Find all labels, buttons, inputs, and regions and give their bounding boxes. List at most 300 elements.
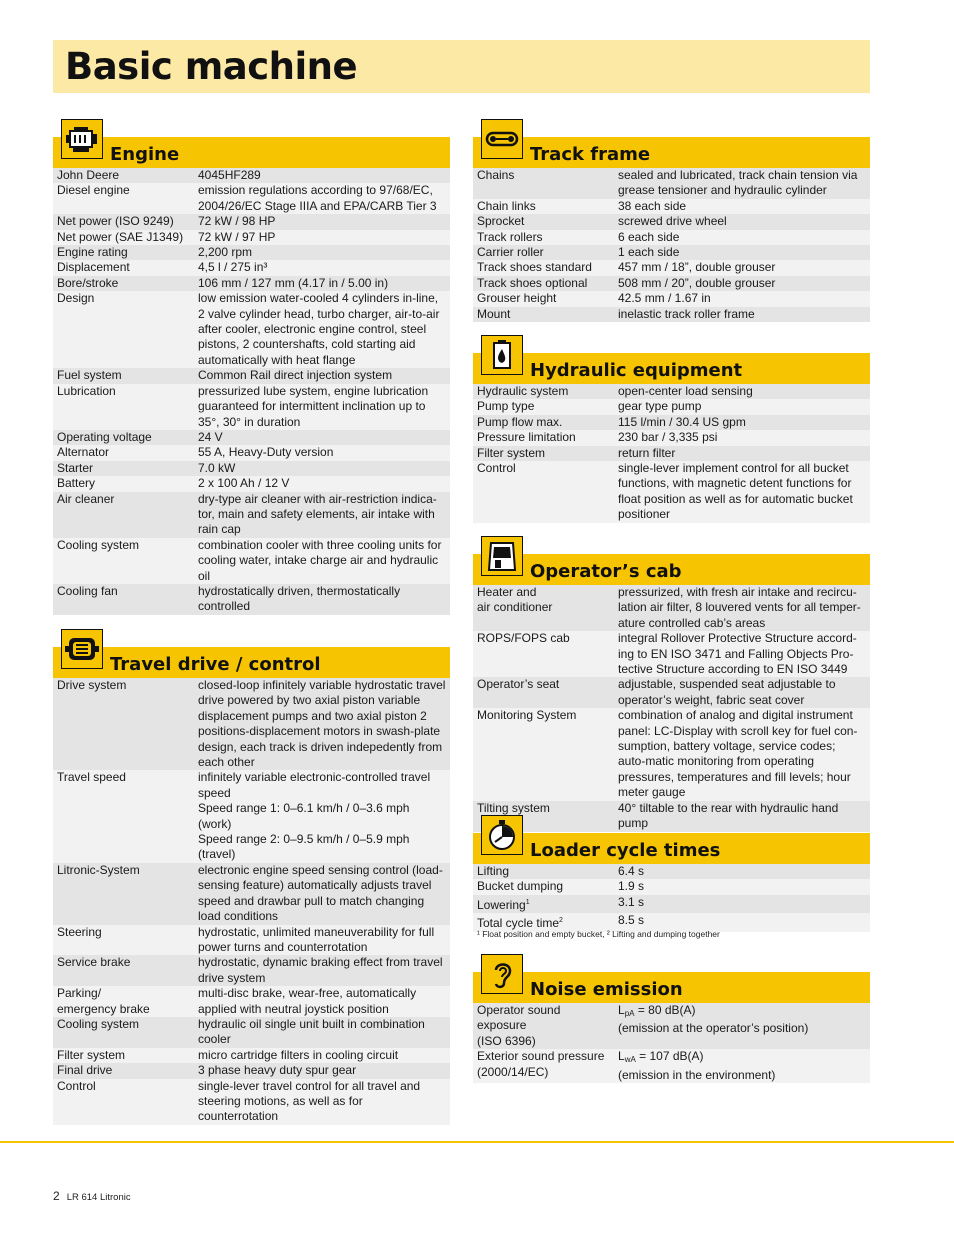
bottom-rule: [0, 1141, 954, 1143]
spec-value-cell: [192, 770, 450, 862]
spec-label-cell: [53, 584, 192, 615]
spec-value-cell: [612, 1049, 870, 1083]
spec-value-subscript: wA: [624, 1055, 636, 1065]
spec-value: combination of analog and digital instrument panel: LC-Display with scroll key for fuel con-sumption, battery voltage, service codes; auto-matic monitoring from operating pressures, temperatures and fill levels; hour meter gauge: [618, 708, 858, 800]
spec-value-cell: [192, 584, 450, 615]
spec-value-cell: [612, 864, 870, 879]
track-section: [473, 122, 870, 322]
spec-label: Design: [57, 291, 95, 306]
cab-table: [473, 585, 870, 832]
spec-label-cell: [53, 260, 192, 275]
spec-value-cell: [192, 445, 450, 460]
spec-label: Operator sound exposure: [477, 1003, 561, 1033]
table-row: [53, 230, 450, 245]
loader-table: [473, 864, 870, 932]
loader-title: Loader cycle times: [530, 840, 721, 861]
spec-label: Steering: [57, 924, 102, 939]
spec-value-cell: [192, 925, 450, 956]
spec-value: infinitely variable electronic-controlled travel speed: [198, 770, 431, 800]
spec-label: Monitoring System: [477, 708, 577, 723]
spec-value-cell: [192, 476, 450, 491]
spec-label-cell: [53, 476, 192, 491]
spec-value-line: Speed range 2: 0–9.5 km/h / 0–5.9 mph (travel): [198, 832, 410, 862]
title-banner: [53, 40, 870, 93]
loader-section: [473, 818, 870, 932]
spec-value-subscript: pA: [624, 1009, 635, 1018]
spec-label-cell: [473, 245, 612, 260]
footnote-marker: 1: [525, 898, 530, 906]
engine-header: [53, 137, 450, 168]
spec-label: Control: [477, 461, 516, 476]
spec-label-cell: [53, 168, 192, 183]
table-row: [473, 430, 870, 445]
table-row: [473, 260, 870, 275]
table-row: [473, 384, 870, 399]
track-title: Track frame: [530, 144, 651, 165]
operator-cab-icon: [481, 536, 523, 576]
spec-value: L: [618, 1003, 625, 1017]
spec-label: Air cleaner: [57, 491, 115, 506]
spec-value-cell: [612, 461, 870, 523]
spec-label: Parking/: [57, 986, 102, 1001]
spec-value-cell: [192, 1079, 450, 1125]
spec-label-cont: emergency brake: [57, 1001, 150, 1016]
spec-label-cell: [473, 214, 612, 229]
spec-label-cell: [473, 1003, 612, 1049]
spec-label-cell: [473, 168, 612, 199]
model-name: LR 614 Litronic: [66, 1192, 131, 1203]
hydraulic-table: [473, 384, 870, 523]
spec-label-cell: [473, 631, 612, 677]
spec-label: Lowering: [477, 897, 526, 912]
spec-value: 6.4 s: [618, 864, 645, 878]
table-row: [53, 492, 450, 538]
spec-value: micro cartridge filters in cooling circuit: [198, 1047, 399, 1062]
spec-value: 115 l/min / 30.4 US gpm: [618, 414, 746, 429]
footnote-marker: 2: [559, 917, 563, 925]
engine-icon: [61, 119, 103, 159]
table-row: [473, 895, 870, 913]
spec-label: Heater and: [477, 585, 537, 599]
spec-label: Lubrication: [57, 383, 116, 398]
spec-label-cell: [53, 214, 192, 229]
spec-label: ROPS/FOPS cab: [477, 631, 570, 646]
table-row: [53, 476, 450, 491]
spec-value-cell: [192, 368, 450, 383]
spec-value: hydrostatic, dynamic braking effect from travel drive system: [198, 955, 443, 985]
spec-value: 8.5 s: [618, 913, 645, 928]
spec-label: Hydraulic system: [477, 384, 569, 398]
spec-value-cell: [192, 384, 450, 430]
spec-label: Filter system: [57, 1047, 126, 1062]
table-row: [473, 230, 870, 245]
engine-table: [53, 168, 450, 615]
spec-value: multi-disc brake, wear-free, automatically applied with neutral joystick position: [198, 986, 417, 1016]
spec-label: Net power (ISO 9249): [57, 214, 174, 229]
spec-value-cont: = 107 dB(A): [635, 1049, 704, 1064]
spec-label-cell: [53, 925, 192, 956]
spec-value-cell: [612, 214, 870, 229]
spec-label: Diesel engine: [57, 183, 130, 198]
table-row: [473, 1049, 870, 1083]
spec-label: Pump type: [477, 399, 535, 414]
spec-label: John Deere: [57, 168, 120, 182]
spec-value-cell: [612, 446, 870, 461]
spec-label-cell: [473, 430, 612, 445]
spec-value: 6 each side: [618, 229, 680, 244]
spec-label-cell: [53, 276, 192, 291]
spec-label: Pump flow max.: [477, 414, 563, 429]
table-row: [473, 631, 870, 677]
spec-value: 55 A, Heavy-Duty version: [198, 445, 334, 460]
spec-label-cell: [53, 678, 192, 770]
spec-label-cell: [53, 1063, 192, 1078]
table-row: [53, 1048, 450, 1063]
noise-header: [473, 972, 870, 1003]
table-row: [53, 214, 450, 229]
spec-value: 457 mm / 18”, double grouser: [618, 260, 776, 275]
spec-label: Chain links: [477, 198, 536, 213]
spec-value-cell: [192, 214, 450, 229]
spec-label-cell: [473, 230, 612, 245]
spec-value: screwed drive wheel: [618, 214, 727, 229]
table-row: [53, 260, 450, 275]
spec-value-cell: [192, 461, 450, 476]
hydraulic-title: Hydraulic equipment: [530, 360, 743, 381]
spec-value: dry-type air cleaner with air-restriction indica-tor, main and safety elements, air intake with rain cap: [198, 491, 437, 537]
spec-value-cell: [192, 230, 450, 245]
spec-value-cell: [612, 276, 870, 291]
noise-title: Noise emission: [530, 979, 683, 1000]
spec-label: Chains: [477, 168, 515, 182]
spec-label-cell: [53, 492, 192, 538]
cab-section: [473, 539, 870, 832]
table-row: [53, 538, 450, 584]
spec-label-cell: [53, 538, 192, 584]
travel-title: Travel drive / control: [110, 654, 321, 675]
spec-label: Final drive: [57, 1063, 113, 1078]
table-row: [473, 168, 870, 199]
table-row: [473, 245, 870, 260]
spec-value-cell: [612, 399, 870, 414]
spec-value: 1.9 s: [618, 879, 645, 894]
spec-value: low emission water-cooled 4 cylinders in-line, 2 valve cylinder head, turbo charger, air-to-air after cooler, electronic engine control, steel pistons, 2 countershafts, cold starting aid automatically with heat flange: [198, 291, 440, 367]
spec-label-cell: [473, 864, 612, 879]
spec-label-cell: [53, 230, 192, 245]
spec-value: Common Rail direct injection system: [198, 368, 393, 383]
track-header: [473, 137, 870, 168]
spec-value-cell: [612, 415, 870, 430]
spec-label-cell: [53, 183, 192, 214]
spec-label: Alternator: [57, 445, 110, 460]
spec-value-cell: [612, 384, 870, 399]
spec-label: Drive system: [57, 678, 127, 692]
table-row: [473, 461, 870, 523]
spec-label-cell: [53, 1017, 192, 1048]
spec-value: 2,200 rpm: [198, 245, 253, 260]
spec-value: combination cooler with three cooling units for cooling water, intake charge air and hydraulic oil: [198, 537, 442, 583]
spec-value-cell: [192, 955, 450, 986]
loader-footnote: ¹ Float position and empty bucket, ² Lifting and dumping together: [477, 929, 720, 939]
spec-label: Service brake: [57, 955, 131, 970]
spec-label-cell: [473, 291, 612, 306]
spec-value: hydrostatically driven, thermostatically controlled: [198, 583, 401, 614]
spec-value: 24 V: [198, 429, 223, 444]
spec-label-cell: [473, 677, 612, 708]
spec-value-cell: [192, 863, 450, 925]
spec-label: Engine rating: [57, 245, 128, 260]
spec-value-line: (emission at the operator’s position): [618, 1021, 809, 1036]
spec-label-cell: [53, 863, 192, 925]
spec-label-cell: [473, 585, 612, 631]
spec-value: L: [618, 1049, 625, 1064]
spec-value-cell: [612, 895, 870, 913]
spec-value: 508 mm / 20”, double grouser: [618, 275, 776, 290]
spec-value: single-lever implement control for all bucket functions, with magnetic detent functions for float position as well as for automatic bucket positioner: [618, 461, 853, 522]
spec-value: 72 kW / 97 HP: [198, 229, 276, 244]
spec-value-cell: [192, 538, 450, 584]
spec-value: emission regulations according to 97/68/EC, 2004/26/EC Stage IIIA and EPA/CARB Tier 3: [198, 183, 437, 213]
spec-value: hydrostatic, unlimited maneuverability for full power turns and counterrotation: [198, 924, 435, 954]
spec-value-cont: = 80 dB(A): [634, 1003, 696, 1017]
travel-table: [53, 678, 450, 1125]
spec-label-cell: [473, 307, 612, 322]
spec-label-cell: [473, 384, 612, 399]
spec-label: Carrier roller: [477, 245, 544, 260]
spec-label-cell: [53, 291, 192, 368]
spec-value: 4,5 l / 275 in³: [198, 260, 268, 275]
travel-drive-icon: [61, 629, 103, 669]
spec-label: Lifting: [477, 864, 510, 878]
table-row: [53, 168, 450, 183]
spec-label: Track rollers: [477, 229, 543, 244]
spec-label: Exterior sound pressure: [477, 1049, 605, 1064]
spec-label: Starter: [57, 460, 94, 475]
spec-label: Cooling system: [57, 537, 140, 552]
spec-label-cell: [53, 245, 192, 260]
table-row: [473, 708, 870, 800]
spec-value: 106 mm / 127 mm (4.17 in / 5.00 in): [198, 275, 389, 290]
spec-value: inelastic track roller frame: [618, 306, 755, 321]
spec-value: pressurized lube system, engine lubrication guaranteed for intermittent inclination up to 35°, 30° in duration: [198, 383, 429, 429]
spec-value-cell: [612, 307, 870, 322]
table-row: [53, 1017, 450, 1048]
spec-label-cell: [473, 1049, 612, 1083]
hydraulic-section: [473, 338, 870, 523]
hydraulic-oil-icon: [481, 335, 523, 375]
spec-value-cell: [612, 708, 870, 800]
table-row: [53, 183, 450, 214]
spec-value: 40° tiltable to the rear with hydraulic hand pump: [618, 800, 839, 831]
spec-label: Operator’s seat: [477, 677, 560, 692]
spec-value: closed-loop infinitely variable hydrostatic travel drive powered by two axial piston variable displacement pumps and two axial piston 2 positions-displacement motors in swash-plate design, each track is driven indepedently from each other: [198, 678, 446, 770]
spec-value-cell: [192, 1017, 450, 1048]
spec-value: 3.1 s: [618, 894, 645, 909]
spec-label-cell: [473, 260, 612, 275]
table-row: [473, 307, 870, 322]
table-row: [53, 986, 450, 1017]
loader-header: [473, 833, 870, 864]
spec-label: Travel speed: [57, 770, 126, 785]
spec-value: 230 bar / 3,335 psi: [618, 430, 718, 445]
noise-table: [473, 1003, 870, 1083]
table-row: [53, 1079, 450, 1125]
spec-label: Cooling fan: [57, 583, 118, 598]
spec-value-cell: [612, 430, 870, 445]
spec-label-cell: [473, 895, 612, 913]
table-row: [53, 461, 450, 476]
table-row: [53, 291, 450, 368]
spec-label-cell: [53, 986, 192, 1017]
spec-value-cell: [192, 260, 450, 275]
spec-value-cell: [192, 245, 450, 260]
spec-label-cell: [53, 1048, 192, 1063]
spec-value: open-center load sensing: [618, 384, 753, 398]
spec-value: return filter: [618, 445, 676, 460]
spec-label: Track shoes standard: [477, 260, 592, 275]
table-row: [473, 214, 870, 229]
spec-label-cell: [473, 461, 612, 523]
table-row: [473, 446, 870, 461]
spec-value-cell: [612, 879, 870, 894]
spec-value: adjustable, suspended seat adjustable to operator’s weight, fabric seat cover: [618, 677, 836, 707]
table-row: [473, 879, 870, 894]
table-row: [473, 1003, 870, 1049]
table-row: [473, 199, 870, 214]
spec-value-cell: [612, 199, 870, 214]
spec-value: pressurized, with fresh air intake and recircu-lation air filter, 8 louvered vents for all temper-ature controlled cab’s areas: [618, 585, 861, 630]
spec-label: Grouser height: [477, 291, 557, 306]
spec-label-cell: [473, 446, 612, 461]
table-row: [53, 863, 450, 925]
spec-value: 2 x 100 Ah / 12 V: [198, 476, 290, 491]
spec-value-cell: [612, 291, 870, 306]
spec-value: 4045HF289: [198, 168, 261, 182]
travel-header: [53, 647, 450, 678]
spec-label-cell: [473, 708, 612, 800]
spec-value-cell: [192, 430, 450, 445]
table-row: [53, 925, 450, 956]
table-row: [53, 384, 450, 430]
spec-label-cell: [53, 384, 192, 430]
spec-label: Sprocket: [477, 214, 525, 229]
spec-label: Cooling system: [57, 1016, 140, 1031]
spec-label-cont: (2000/14/EC): [477, 1064, 549, 1079]
table-row: [53, 770, 450, 862]
spec-value: 72 kW / 98 HP: [198, 214, 276, 229]
spec-label-cont: (ISO 6396): [477, 1033, 536, 1048]
spec-label: Operating voltage: [57, 429, 152, 444]
spec-label-cell: [53, 1079, 192, 1125]
spec-label: Tilting system: [477, 800, 550, 815]
spec-value: electronic engine speed sensing control (load-sensing feature) automatically adjusts travel speed and drawbar pull to match changing load conditions: [198, 862, 443, 924]
spec-value-cell: [192, 276, 450, 291]
table-row: [473, 585, 870, 631]
table-row: [473, 677, 870, 708]
spec-value-cell: [612, 245, 870, 260]
spec-label: Mount: [477, 306, 511, 321]
spec-value-cell: [192, 1063, 450, 1078]
spec-value: sealed and lubricated, track chain tension via grease tensioner and hydraulic cylinder: [618, 168, 858, 198]
table-row: [473, 864, 870, 879]
spec-value: 7.0 kW: [198, 460, 236, 475]
spec-label-cell: [473, 415, 612, 430]
spec-label-cell: [53, 368, 192, 383]
spec-value: 38 each side: [618, 198, 687, 213]
engine-title: Engine: [110, 144, 180, 165]
spec-value-cell: [612, 260, 870, 275]
spec-label: Bore/stroke: [57, 275, 119, 290]
table-row: [473, 399, 870, 414]
spec-label: Battery: [57, 476, 96, 491]
spec-label: Total cycle time: [477, 916, 560, 931]
engine-section: [53, 122, 450, 615]
spec-value: integral Rollover Protective Structure accord-ing to EN ISO 3471 and Falling Objects Pro-tective Structure according to EN ISO 3449: [618, 631, 857, 677]
spec-value: 3 phase heavy duty spur gear: [198, 1063, 357, 1078]
table-row: [473, 415, 870, 430]
table-row: [53, 430, 450, 445]
spec-value-cell: [612, 230, 870, 245]
spec-label-cell: [53, 770, 192, 862]
hydraulic-header: [473, 353, 870, 384]
spec-label: Net power (SAE J1349): [57, 229, 184, 244]
spec-value: 1 each side: [618, 245, 680, 260]
table-row: [53, 445, 450, 460]
table-row: [53, 368, 450, 383]
track-frame-icon: [481, 119, 523, 159]
noise-section: [473, 957, 870, 1083]
spec-label-cell: [473, 199, 612, 214]
spec-value: single-lever travel control for all travel and steering motions, as well as for counterrotation: [198, 1078, 421, 1124]
page-number: 2: [53, 1189, 60, 1203]
spec-value-cell: [192, 291, 450, 368]
spec-value-cell: [612, 585, 870, 631]
spec-label: Filter system: [477, 445, 546, 460]
spec-label-cell: [473, 879, 612, 894]
spec-value: hydraulic oil single unit built in combination cooler: [198, 1016, 425, 1047]
table-row: [53, 276, 450, 291]
footer: [53, 1189, 131, 1203]
spec-label-cell: [53, 445, 192, 460]
table-row: [473, 276, 870, 291]
spec-label: Bucket dumping: [477, 879, 564, 894]
travel-section: [53, 632, 450, 1125]
track-table: [473, 168, 870, 322]
spec-value-cell: [192, 678, 450, 770]
cab-header: [473, 554, 870, 585]
spec-value-cell: [192, 183, 450, 214]
spec-label-cont: air conditioner: [477, 600, 553, 615]
spec-value-cell: [612, 1003, 870, 1049]
spec-label-cell: [53, 461, 192, 476]
spec-label-cell: [473, 399, 612, 414]
spec-value-cell: [192, 492, 450, 538]
page-title: Basic machine: [65, 45, 358, 88]
spec-value: gear type pump: [618, 399, 702, 414]
spec-label: Fuel system: [57, 368, 122, 383]
table-row: [53, 1063, 450, 1078]
spec-value-cell: [192, 168, 450, 183]
spec-label: Pressure limitation: [477, 430, 576, 445]
spec-label: Displacement: [57, 260, 130, 275]
ear-icon: [481, 954, 523, 994]
table-row: [53, 245, 450, 260]
table-row: [53, 584, 450, 615]
spec-value-cell: [612, 631, 870, 677]
spec-value-line: (emission in the environment): [618, 1067, 776, 1082]
cab-title: Operator’s cab: [530, 561, 682, 582]
table-row: [473, 291, 870, 306]
